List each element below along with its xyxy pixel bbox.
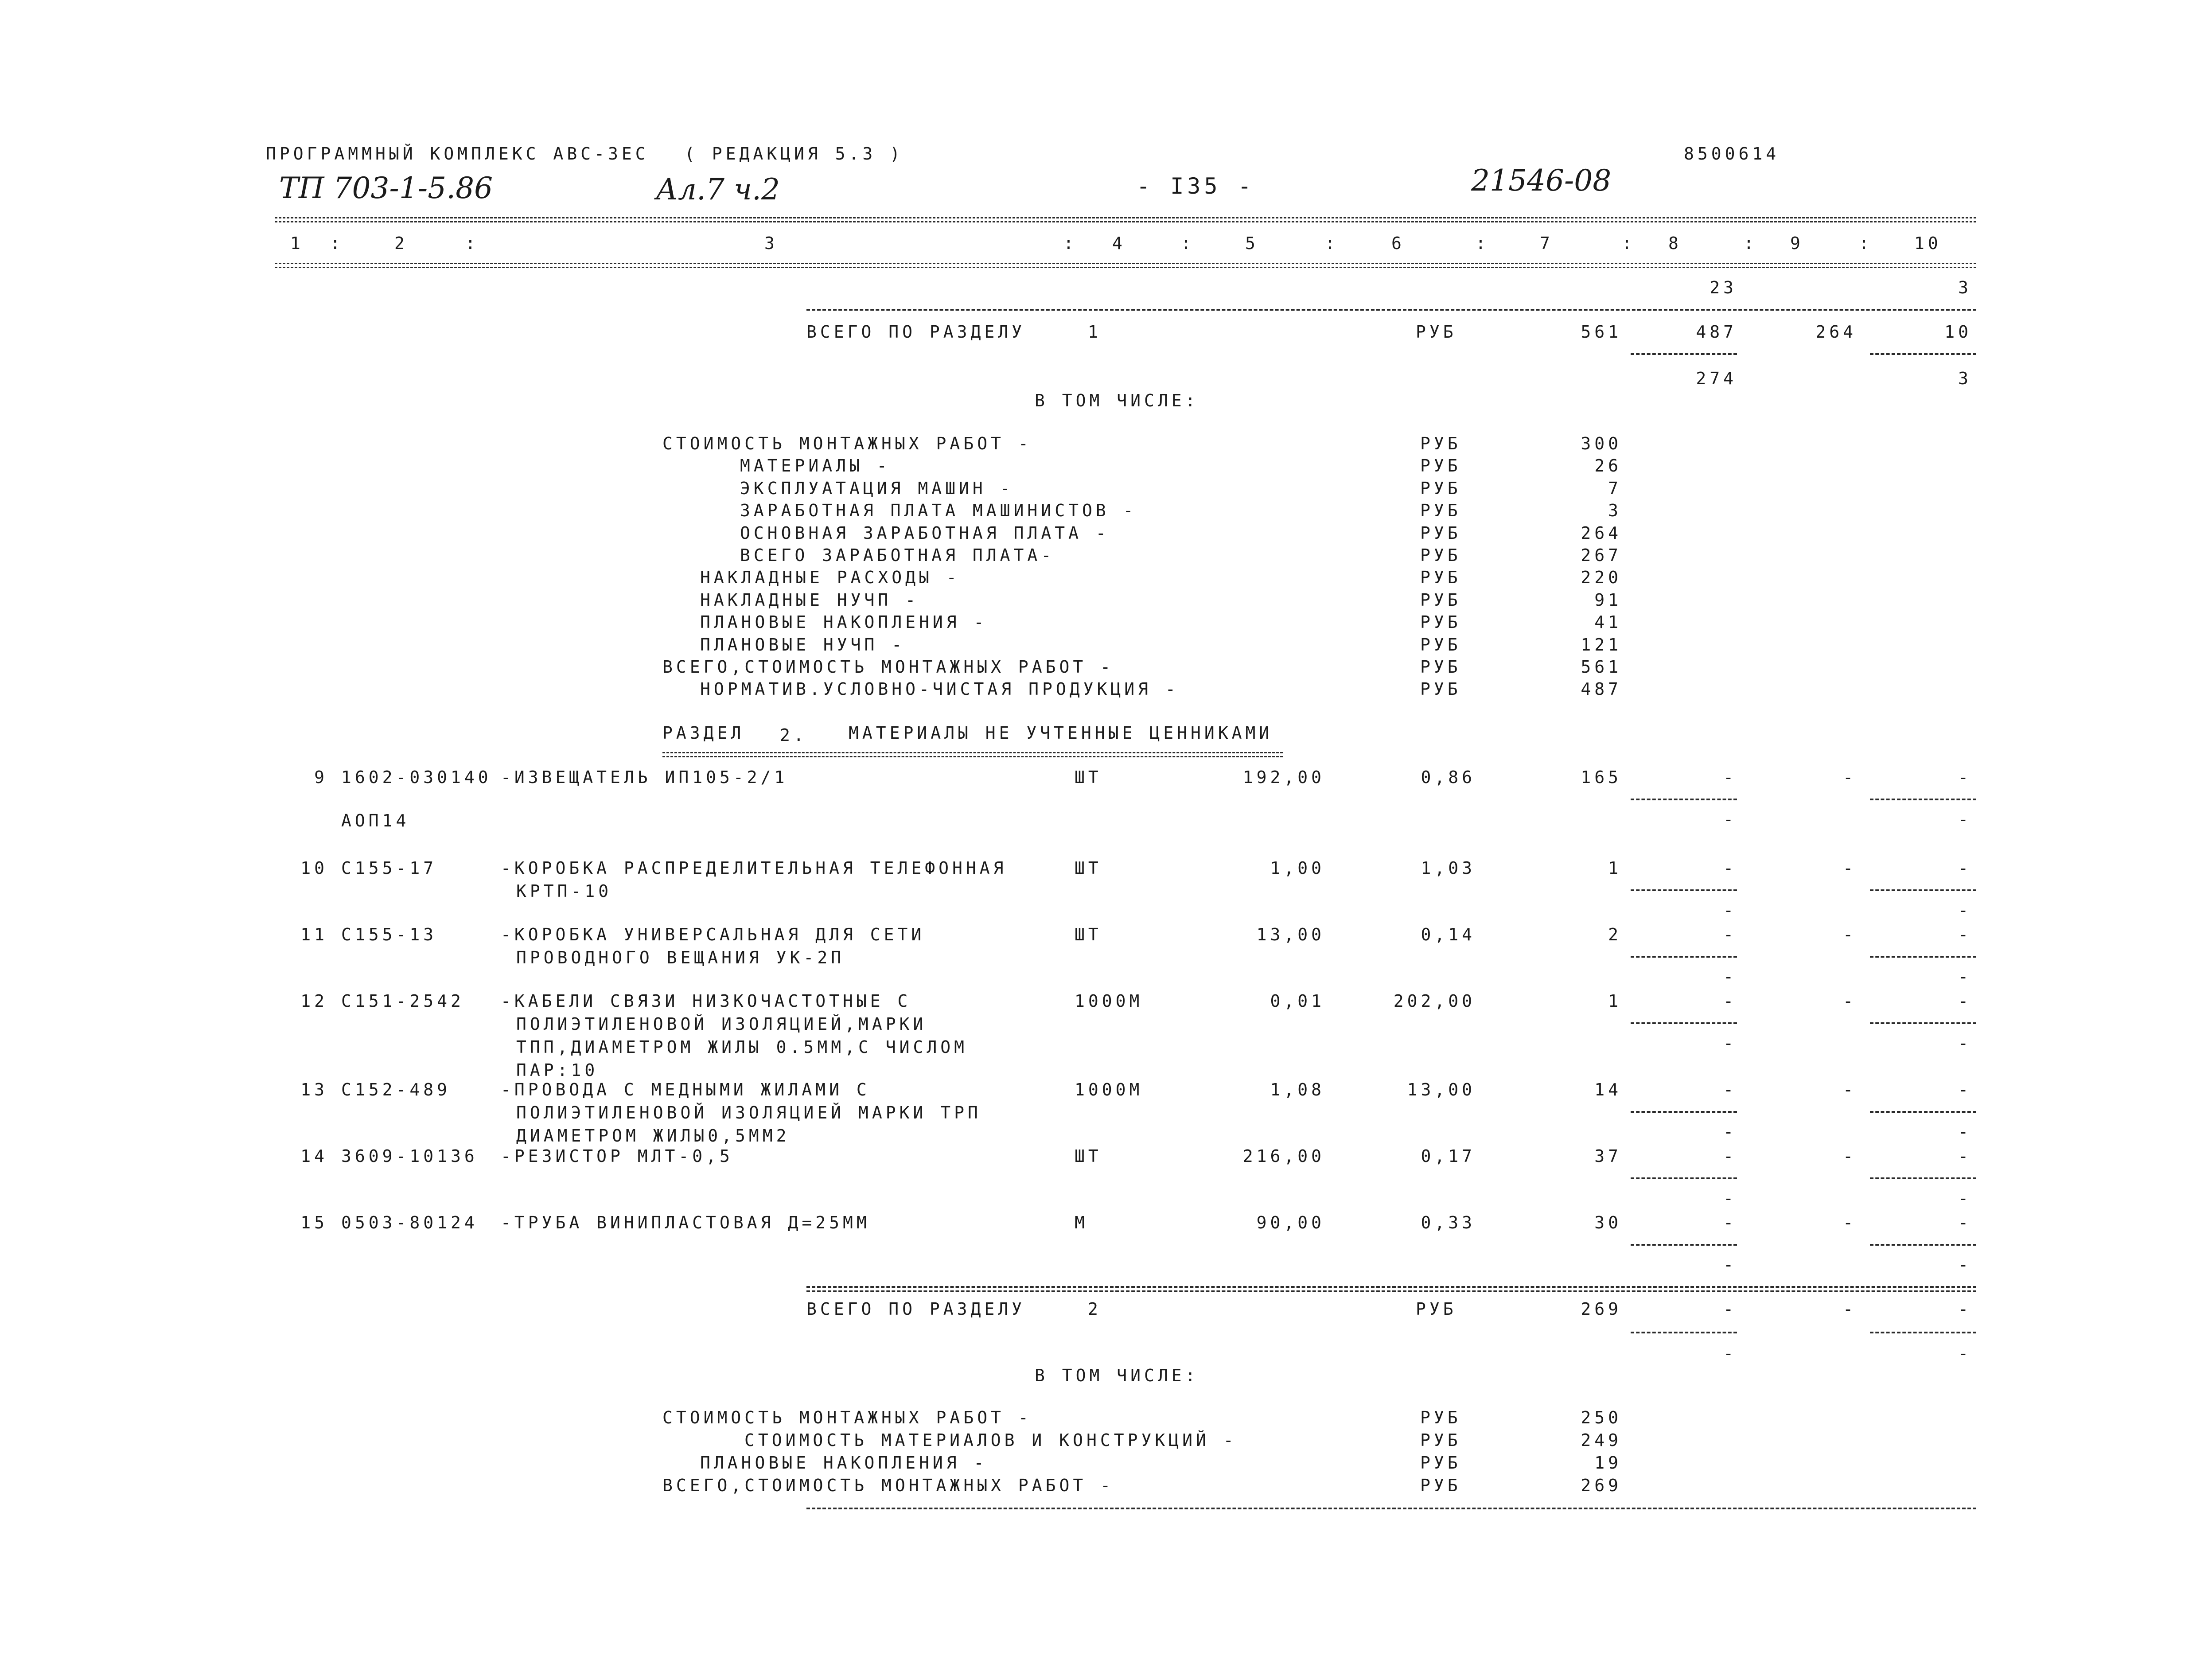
summary1-label: МАТЕРИАЛЫ - (740, 456, 891, 476)
registration-number: 21546-08 (1471, 164, 1612, 198)
item-quantity: 13,00 (1256, 925, 1325, 944)
summary1-label: ОСНОВНАЯ ЗАРАБОТНАЯ ПЛАТА - (740, 523, 1110, 543)
item-name-line: ПАР:10 (516, 1060, 599, 1080)
summary1-label: НАКЛАДНЫЕ РАСХОДЫ - (700, 568, 960, 588)
column-number-2: 2 (394, 234, 408, 253)
item-name-line: ДИАМЕТРОМ ЖИЛЫ0,5ММ2 (516, 1126, 790, 1146)
summary1-label: ЗАРАБОТНАЯ ПЛАТА МАШИНИСТОВ - (740, 501, 1137, 521)
item-col10-sub: - (1958, 900, 1972, 920)
item-cost: 37 (1594, 1146, 1622, 1166)
item-unit: ШТ (1075, 768, 1102, 787)
item-price: 0,86 (1421, 768, 1476, 787)
summary1-unit: РУБ (1420, 546, 1461, 565)
summary1-label: НАКЛАДНЫЕ НУЧП - (700, 590, 919, 610)
column-separator: : (1476, 234, 1489, 253)
item-number: 15 (300, 1213, 328, 1232)
item-cost: 1 (1608, 991, 1622, 1011)
summary1-unit: РУБ (1420, 657, 1461, 677)
summary1-label: ПЛАНОВЫЕ НАКОПЛЕНИЯ - (700, 612, 988, 632)
header-rule (275, 217, 1976, 222)
item-unit: 1000М (1075, 991, 1143, 1011)
item-quantity: 90,00 (1256, 1213, 1325, 1232)
item-col8-sub: - (1723, 900, 1737, 920)
item-name-line: ПРОВОДНОГО ВЕЩАНИЯ УК-2П (516, 948, 845, 967)
summary2-unit: РУБ (1420, 1408, 1461, 1427)
summary1-unit: РУБ (1420, 568, 1461, 588)
summary1-value: 121 (1581, 635, 1622, 655)
item-name-line: ПОЛИЭТИЛЕНОВОЙ ИЗОЛЯЦИЕЙ МАРКИ ТРП (516, 1103, 981, 1122)
item-col8: - (1723, 1146, 1737, 1166)
item-code: 0503-80124 (341, 1213, 478, 1232)
summary2-unit: РУБ (1420, 1476, 1461, 1495)
item-col9: - (1843, 858, 1857, 878)
item-price: 0,14 (1421, 925, 1476, 944)
item-col10-sub: - (1958, 1189, 1972, 1208)
item-col10-rule (1870, 1177, 1976, 1179)
item-col9: - (1843, 1080, 1857, 1099)
document-code: 8500614 (1684, 144, 1780, 164)
section1-c10-rule (1870, 353, 1976, 355)
item-col8-rule (1631, 956, 1737, 958)
summary1-unit: РУБ (1420, 612, 1461, 632)
summary2-value: 249 (1581, 1430, 1622, 1450)
summary2-unit: РУБ (1420, 1430, 1461, 1450)
item-col10: - (1958, 925, 1972, 944)
item-code: 3609-10136 (341, 1146, 478, 1166)
section2-label: РАЗДЕЛ (662, 723, 745, 743)
summary1-unit: РУБ (1420, 679, 1461, 699)
summary2-label: ПЛАНОВЫЕ НАКОПЛЕНИЯ - (700, 1453, 988, 1473)
item-col9: - (1843, 1146, 1857, 1166)
section1-total-c7: 561 (1581, 322, 1622, 342)
section2-c10-rule (1870, 1332, 1976, 1333)
column-number-6: 6 (1391, 234, 1405, 253)
item-col10: - (1958, 1080, 1972, 1099)
item-quantity: 0,01 (1270, 991, 1325, 1011)
column-separator: : (1622, 234, 1636, 253)
section2-total-num: 2 (1088, 1299, 1102, 1319)
item-code: С152-489 (341, 1080, 451, 1099)
section1-c8-sub: 274 (1696, 369, 1737, 388)
project-number: ТП 703-1-5.86 (279, 171, 493, 205)
item-name-line: -ПРОВОДА С МЕДНЫМИ ЖИЛАМИ С (501, 1080, 870, 1099)
summary2-unit: РУБ (1420, 1453, 1461, 1473)
item-number: 10 (300, 858, 328, 878)
summary1-unit: РУБ (1420, 501, 1461, 521)
section1-total-c8: 487 (1696, 322, 1737, 342)
item-col10-rule (1870, 1022, 1976, 1024)
item-name-line: ПОЛИЭТИЛЕНОВОЙ ИЗОЛЯЦИЕЙ,МАРКИ (516, 1014, 927, 1034)
item-quantity: 1,00 (1270, 858, 1325, 878)
section2-total-label: ВСЕГО ПО РАЗДЕЛУ (806, 1299, 1026, 1319)
item-col10: - (1958, 1213, 1972, 1232)
section2-total-rule-top (806, 1286, 1976, 1288)
item-unit: ШТ (1075, 1146, 1102, 1166)
item-cost: 165 (1581, 768, 1622, 787)
section2-c8-sub: - (1723, 1344, 1737, 1363)
item-col8-rule (1631, 1177, 1737, 1179)
column-separator: : (465, 234, 479, 253)
summary1-unit: РУБ (1420, 635, 1461, 655)
item-col10: - (1958, 1146, 1972, 1166)
item-col10: - (1958, 768, 1972, 787)
section2-c10-sub: - (1958, 1344, 1972, 1363)
summary1-label: НОРМАТИВ.УСЛОВНО-ЧИСТАЯ ПРОДУКЦИЯ - (700, 679, 1179, 699)
section1-total-unit: РУБ (1416, 322, 1457, 342)
summary1-label: СТОИМОСТЬ МОНТАЖНЫХ РАБОТ - (662, 434, 1032, 453)
item-col8: - (1723, 925, 1737, 944)
item-col10: - (1958, 991, 1972, 1011)
section1-c8-rule (1631, 353, 1737, 355)
item-price: 0,33 (1421, 1213, 1476, 1232)
section2-total-c10: - (1958, 1299, 1972, 1319)
summary1-label: ЭКСПЛУАТАЦИЯ МАШИН - (740, 478, 1014, 498)
item-code: 1602-030140 (341, 768, 492, 787)
item-number: 14 (300, 1146, 328, 1166)
item-col8: - (1723, 1080, 1737, 1099)
item-name-line: -РЕЗИСТОР МЛТ-0,5 (501, 1146, 733, 1166)
item-name-line: ТПП,ДИАМЕТРОМ ЖИЛЫ 0.5ММ,С ЧИСЛОМ (516, 1037, 968, 1057)
item-col8-sub: - (1723, 1122, 1737, 1142)
item-col10-rule (1870, 1244, 1976, 1246)
item-col10-sub: - (1958, 967, 1972, 986)
item-name-line: -КАБЕЛИ СВЯЗИ НИЗКОЧАСТОТНЫЕ С (501, 991, 911, 1011)
summary1-label: ПЛАНОВЫЕ НУЧП - (700, 635, 906, 655)
item-col10-sub: - (1958, 1033, 1972, 1053)
item-col8-rule (1631, 799, 1737, 800)
column-number-7: 7 (1540, 234, 1554, 253)
summary2-value: 250 (1581, 1408, 1622, 1427)
item-col8-sub: - (1723, 1189, 1737, 1208)
item-col10-rule (1870, 799, 1976, 800)
item-note: АОП14 (341, 811, 410, 830)
program-name: ПРОГРАММНЫЙ КОМПЛЕКС АВС-3ЕС (266, 144, 649, 164)
item-col8-sub: - (1723, 1255, 1737, 1274)
column-number-8: 8 (1668, 234, 1682, 253)
section2-c8-rule (1631, 1332, 1737, 1333)
section1-c10-sub: 3 (1958, 369, 1972, 388)
carry-col8: 23 (1710, 278, 1737, 297)
carry-col10: 3 (1958, 278, 1972, 297)
summary1-value: 3 (1608, 501, 1622, 521)
item-col10-rule (1870, 889, 1976, 891)
summary2-value: 19 (1594, 1453, 1622, 1473)
item-name-line: -ИЗВЕЩАТЕЛЬ ИП105-2/1 (501, 768, 788, 787)
item-code: С155-13 (341, 925, 437, 944)
summary1-value: 91 (1594, 590, 1622, 610)
item-code: С155-17 (341, 858, 437, 878)
column-number-9: 9 (1790, 234, 1804, 253)
section2-total-unit: РУБ (1416, 1299, 1457, 1319)
item-quantity: 216,00 (1242, 1146, 1325, 1166)
summary1-value: 267 (1581, 546, 1622, 565)
item-number: 12 (300, 991, 328, 1011)
summary1-unit: РУБ (1420, 478, 1461, 498)
item-name-line: -ТРУБА ВИНИПЛАСТОВАЯ Д=25ММ (501, 1213, 870, 1232)
item-price: 202,00 (1393, 991, 1476, 1011)
item-cost: 14 (1594, 1080, 1622, 1099)
item-col8-sub: - (1723, 1033, 1737, 1053)
item-price: 1,03 (1421, 858, 1476, 878)
section2-total-rule-top-2 (806, 1290, 1976, 1292)
column-rule (275, 263, 1976, 268)
item-col8-rule (1631, 1244, 1737, 1246)
item-col8-sub: - (1723, 810, 1737, 829)
summary1-value: 300 (1581, 434, 1622, 453)
summary1-value: 220 (1581, 568, 1622, 588)
item-col10-sub: - (1958, 1122, 1972, 1142)
section1-total-c9: 264 (1815, 322, 1857, 342)
column-number-3: 3 (764, 234, 778, 253)
item-col9: - (1843, 768, 1857, 787)
summary1-unit: РУБ (1420, 434, 1461, 453)
section2-total-c9: - (1843, 1299, 1857, 1319)
item-name-line: -КОРОБКА УНИВЕРСАЛЬНАЯ ДЛЯ СЕТИ (501, 925, 925, 944)
section1-total-label: ВСЕГО ПО РАЗДЕЛУ (806, 322, 1026, 342)
item-price: 13,00 (1407, 1080, 1476, 1099)
including-heading-1: В ТОМ ЧИСЛЕ: (1035, 391, 1199, 410)
column-number-10: 10 (1914, 234, 1942, 253)
summary2-label: СТОИМОСТЬ МАТЕРИАЛОВ И КОНСТРУКЦИЙ - (744, 1430, 1237, 1450)
item-quantity: 192,00 (1242, 768, 1325, 787)
album-label: Ал.7 ч.2 (656, 172, 780, 207)
section2-total-c8: - (1723, 1299, 1737, 1319)
item-code: С151-2542 (341, 991, 464, 1011)
summary1-unit: РУБ (1420, 590, 1461, 610)
item-col10-sub: - (1958, 1255, 1972, 1274)
item-col8: - (1723, 991, 1737, 1011)
column-number-4: 4 (1112, 234, 1126, 253)
section2-heading-rule (662, 752, 1283, 757)
item-number: 13 (300, 1080, 328, 1099)
item-col8-rule (1631, 1111, 1737, 1113)
summary1-value: 7 (1608, 478, 1622, 498)
summary1-value: 264 (1581, 523, 1622, 543)
column-separator: : (1181, 234, 1195, 253)
summary1-label: ВСЕГО,СТОИМОСТЬ МОНТАЖНЫХ РАБОТ - (662, 657, 1114, 677)
summary1-label: ВСЕГО ЗАРАБОТНАЯ ПЛАТА- (740, 546, 1055, 565)
summary1-unit: РУБ (1420, 523, 1461, 543)
summary2-label: СТОИМОСТЬ МОНТАЖНЫХ РАБОТ - (662, 1408, 1032, 1427)
item-cost: 1 (1608, 858, 1622, 878)
item-col8-sub: - (1723, 967, 1737, 986)
column-separator: : (1325, 234, 1339, 253)
section2-number: 2. (780, 725, 807, 745)
summary1-value: 487 (1581, 679, 1622, 699)
item-cost: 30 (1594, 1213, 1622, 1232)
including-heading-2: В ТОМ ЧИСЛЕ: (1035, 1366, 1199, 1385)
item-unit: ШТ (1075, 925, 1102, 944)
summary2-label: ВСЕГО,СТОИМОСТЬ МОНТАЖНЫХ РАБОТ - (662, 1476, 1114, 1495)
item-col8: - (1723, 768, 1737, 787)
item-col10-rule (1870, 1111, 1976, 1113)
column-number-1: 1 (290, 234, 304, 253)
section2-total-c7: 269 (1581, 1299, 1622, 1319)
column-separator: : (1859, 234, 1873, 253)
item-quantity: 1,08 (1270, 1080, 1325, 1099)
column-separator: : (1063, 234, 1077, 253)
column-separator: : (1744, 234, 1757, 253)
summary1-unit: РУБ (1420, 456, 1461, 476)
section1-total-rule (806, 309, 1976, 311)
page-end-rule (806, 1508, 1976, 1509)
section1-total-c10: 10 (1944, 322, 1972, 342)
section1-total-num: 1 (1088, 322, 1102, 342)
item-cost: 2 (1608, 925, 1622, 944)
item-number: 11 (300, 925, 328, 944)
column-separator: : (330, 234, 344, 253)
item-col10: - (1958, 858, 1972, 878)
column-number-5: 5 (1245, 234, 1259, 253)
item-unit: М (1075, 1213, 1088, 1232)
section2-title: МАТЕРИАЛЫ НЕ УЧТЕННЫЕ ЦЕННИКАМИ (849, 723, 1273, 743)
item-number: 9 (314, 768, 328, 787)
page-number: - I35 - (1137, 173, 1255, 199)
item-col8: - (1723, 858, 1737, 878)
item-price: 0,17 (1421, 1146, 1476, 1166)
item-col10-rule (1870, 956, 1976, 958)
summary1-value: 26 (1594, 456, 1622, 476)
item-col8-rule (1631, 889, 1737, 891)
item-unit: 1000М (1075, 1080, 1143, 1099)
item-col9: - (1843, 1213, 1857, 1232)
summary1-value: 561 (1581, 657, 1622, 677)
edition-label: ( РЕДАКЦИЯ 5.3 ) (685, 144, 904, 164)
summary2-value: 269 (1581, 1476, 1622, 1495)
item-col8-rule (1631, 1022, 1737, 1024)
summary1-value: 41 (1594, 612, 1622, 632)
item-col10-sub: - (1958, 810, 1972, 829)
item-name-line: КРТП-10 (516, 881, 612, 901)
item-col8: - (1723, 1213, 1737, 1232)
item-name-line: -КОРОБКА РАСПРЕДЕЛИТЕЛЬНАЯ ТЕЛЕФОННАЯ (501, 858, 1007, 878)
item-unit: ШТ (1075, 858, 1102, 878)
item-col9: - (1843, 925, 1857, 944)
item-col9: - (1843, 991, 1857, 1011)
